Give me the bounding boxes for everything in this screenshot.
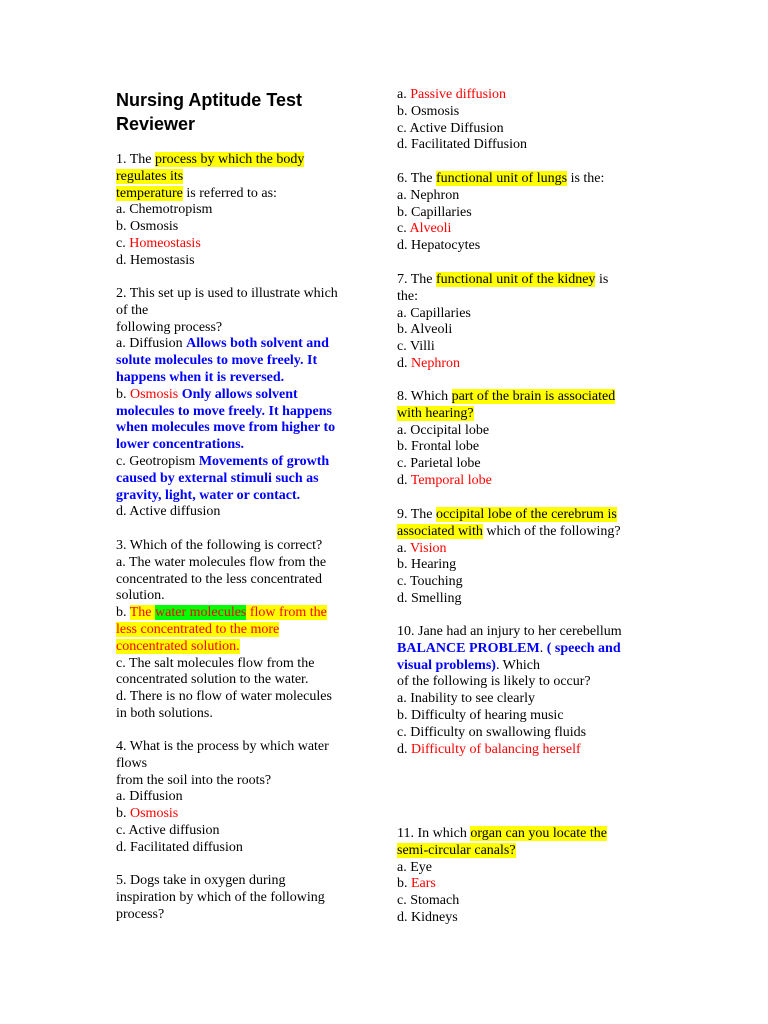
q10-note: visual problems)	[397, 657, 496, 673]
q11-highlight: organ can you locate the	[470, 826, 607, 841]
q10-option-c: c. Difficulty on swallowing fluids	[397, 724, 587, 740]
q11-text: 11. In which	[397, 826, 471, 841]
q5-text: process?	[116, 906, 165, 922]
q8-text: 8. Which	[397, 389, 452, 404]
q5-text: inspiration by which of the following	[116, 889, 325, 905]
q6-answer: Alveoli	[409, 221, 452, 237]
question-5	[116, 873, 368, 923]
q7-option-c: c. Villi	[397, 339, 435, 355]
q6-text: is the:	[567, 171, 605, 186]
q9-option-a: a. Vision	[397, 540, 447, 556]
q4-answer: Osmosis	[130, 806, 179, 822]
q10-text: 10. Jane had an injury to her cerebellum	[397, 624, 622, 639]
q10-note: BALANCE PROBLEM	[397, 640, 540, 656]
q5-option-c: c. Active Diffusion	[397, 120, 504, 136]
q3-option-d: in both solutions.	[116, 705, 213, 721]
q5-option-d: d. Facilitated Diffusion	[397, 137, 527, 153]
q5-option-b: b. Osmosis	[397, 103, 460, 119]
q10-option-b: b. Difficulty of hearing music	[397, 707, 564, 723]
q9-option-d: d. Smelling	[397, 590, 462, 606]
q2-option-b: b. Osmosis Only allows solvent	[116, 386, 298, 402]
question-7	[397, 272, 657, 373]
q7-option-a: a. Capillaries	[397, 305, 471, 321]
q2-option-d: d. Active diffusion	[116, 504, 221, 520]
question-4	[116, 739, 368, 857]
q2-note: when molecules move from higher to	[116, 420, 336, 436]
q11-highlight: semi-circular canals?	[397, 842, 516, 858]
q3-option-a: a. The water molecules flow from the	[116, 554, 327, 570]
q6-option-c: c. Alveoli	[397, 221, 452, 237]
q2-note: Only allows solvent	[178, 386, 298, 402]
question-8	[397, 389, 657, 490]
q1-option-b: b. Osmosis	[116, 219, 179, 235]
q7-text: the:	[397, 288, 418, 304]
q2-option-a: a. Diffusion Allows both solvent and	[116, 336, 329, 352]
question-5-options	[397, 87, 657, 154]
q3-answer: The	[129, 605, 156, 621]
q3-option-b: b. The water molecules flow from the	[116, 605, 327, 621]
question-1	[116, 152, 368, 270]
q4-option-a: a. Diffusion	[116, 789, 183, 805]
q1-highlight: temperature	[116, 185, 183, 201]
q4-text: 4. What is the process by which water	[116, 739, 329, 754]
q3-option-a: concentrated to the less concentrated	[116, 571, 323, 587]
q3-answer: less concentrated to the more	[116, 621, 280, 637]
q3-option-d: d. There is no flow of water molecules	[116, 689, 332, 705]
q2-note: caused by external stimuli such as	[116, 470, 319, 486]
q7-text: is	[595, 272, 609, 287]
q2-text: 2. This set up is used to illustrate which	[116, 286, 338, 301]
q10-text: .	[539, 640, 547, 656]
q10-option-d: d. Difficulty of balancing herself	[397, 741, 581, 757]
q8-highlight: part of the brain is associated	[451, 389, 616, 404]
q2-note: molecules to move freely. It happens	[116, 403, 332, 419]
q10-text: of the following is likely to occur?	[397, 674, 591, 690]
q2-note: happens when it is reversed.	[116, 369, 285, 385]
q11-option-c: c. Stomach	[397, 893, 460, 909]
q11-option-d: d. Kidneys	[397, 909, 458, 925]
q11-option-a: a. Eye	[397, 859, 432, 875]
q7-option-d: d. Nephron	[397, 355, 460, 371]
q9-text: 9. The	[397, 507, 437, 522]
question-6	[397, 171, 657, 255]
q3-option-a: solution.	[116, 588, 165, 604]
q9-highlight: associated with	[397, 523, 483, 539]
q3-text: 3. Which of the following is correct?	[116, 538, 323, 553]
q8-answer: Temporal lobe	[410, 472, 492, 488]
q4-text: from the soil into the roots?	[116, 772, 272, 788]
q9-option-c: c. Touching	[397, 574, 463, 590]
q9-option-b: b. Hearing	[397, 557, 457, 573]
q10-option-a: a. Inability to see clearly	[397, 691, 535, 707]
q8-option-c: c. Parietal lobe	[397, 456, 481, 472]
q6-text: 6. The	[397, 171, 437, 186]
q3-answer: flow from the	[246, 605, 327, 621]
q9-answer: Vision	[409, 540, 447, 556]
q5-answer: Passive diffusion	[410, 87, 507, 102]
q11-answer: Ears	[411, 876, 436, 892]
q6-option-a: a. Nephron	[397, 187, 460, 203]
question-2	[116, 286, 368, 521]
title-line-2: Reviewer	[116, 114, 196, 134]
q1-answer: Homeostasis	[129, 235, 201, 251]
q5-text: 5. Dogs take in oxygen during	[116, 873, 286, 888]
q6-option-d: d. Hepatocytes	[397, 238, 481, 254]
q2-answer: Osmosis	[130, 386, 179, 402]
q4-text: flows	[116, 755, 148, 771]
q4-option-b: b. Osmosis	[116, 806, 179, 822]
q1-option-a: a. Chemotropism	[116, 202, 213, 218]
q1-option-d: d. Hemostasis	[116, 252, 195, 268]
q9-text: which of the following?	[482, 523, 621, 539]
q9-highlight: occipital lobe of the cerebrum is	[436, 507, 617, 522]
q10-answer: Difficulty of balancing herself	[411, 741, 581, 757]
q8-highlight: with hearing?	[397, 405, 474, 421]
q4-option-d: d. Facilitated diffusion	[116, 839, 243, 855]
q1-highlight: regulates its	[116, 168, 184, 184]
q4-option-c: c. Active diffusion	[116, 822, 220, 838]
q8-option-a: a. Occipital lobe	[397, 422, 490, 438]
q8-option-b: b. Frontal lobe	[397, 439, 480, 455]
q6-option-b: b. Capillaries	[397, 204, 472, 220]
q1-text: 1. The	[116, 152, 156, 167]
q10-text: . Which	[495, 657, 541, 673]
question-9	[397, 507, 657, 608]
q2-note: gravity, light, water or contact.	[116, 487, 301, 503]
q6-highlight: functional unit of lungs	[436, 171, 568, 186]
q3-answer: concentrated solution.	[116, 638, 240, 654]
q2-option-c: c. Geotropism Movements of growth	[116, 453, 330, 469]
page-title	[116, 88, 356, 136]
q8-option-d: d. Temporal lobe	[397, 472, 492, 488]
q2-note: lower concentrations.	[116, 437, 245, 453]
question-11	[397, 826, 657, 927]
q2-note: Allows both solvent and	[186, 336, 329, 352]
q11-option-b: b. Ears	[397, 876, 436, 892]
q5-option-a: a. Passive diffusion	[397, 87, 507, 102]
q2-text: following process?	[116, 319, 223, 335]
question-10	[397, 624, 657, 758]
q7-option-b: b. Alveoli	[397, 322, 453, 338]
question-3	[116, 538, 368, 723]
q1-option-c: c. Homeostasis	[116, 235, 201, 251]
q2-text: of the	[116, 302, 149, 318]
q3-option-c: c. The salt molecules flow from the	[116, 655, 315, 671]
q7-highlight: functional unit of the kidney	[436, 272, 596, 287]
q7-answer: Nephron	[411, 355, 460, 371]
q7-text: 7. The	[397, 272, 437, 287]
q1-text: is referred to as:	[182, 185, 277, 201]
q3-option-c: concentrated solution to the water.	[116, 672, 309, 688]
q3-answer-green: water molecules	[155, 605, 247, 621]
q2-note: Movements of growth	[198, 453, 330, 469]
q10-note: ( speech and	[546, 640, 621, 656]
q2-note: solute molecules to move freely. It	[116, 353, 318, 369]
q1-highlight: process by which the body	[155, 152, 305, 167]
title-line-1: Nursing Aptitude Test	[116, 90, 302, 110]
